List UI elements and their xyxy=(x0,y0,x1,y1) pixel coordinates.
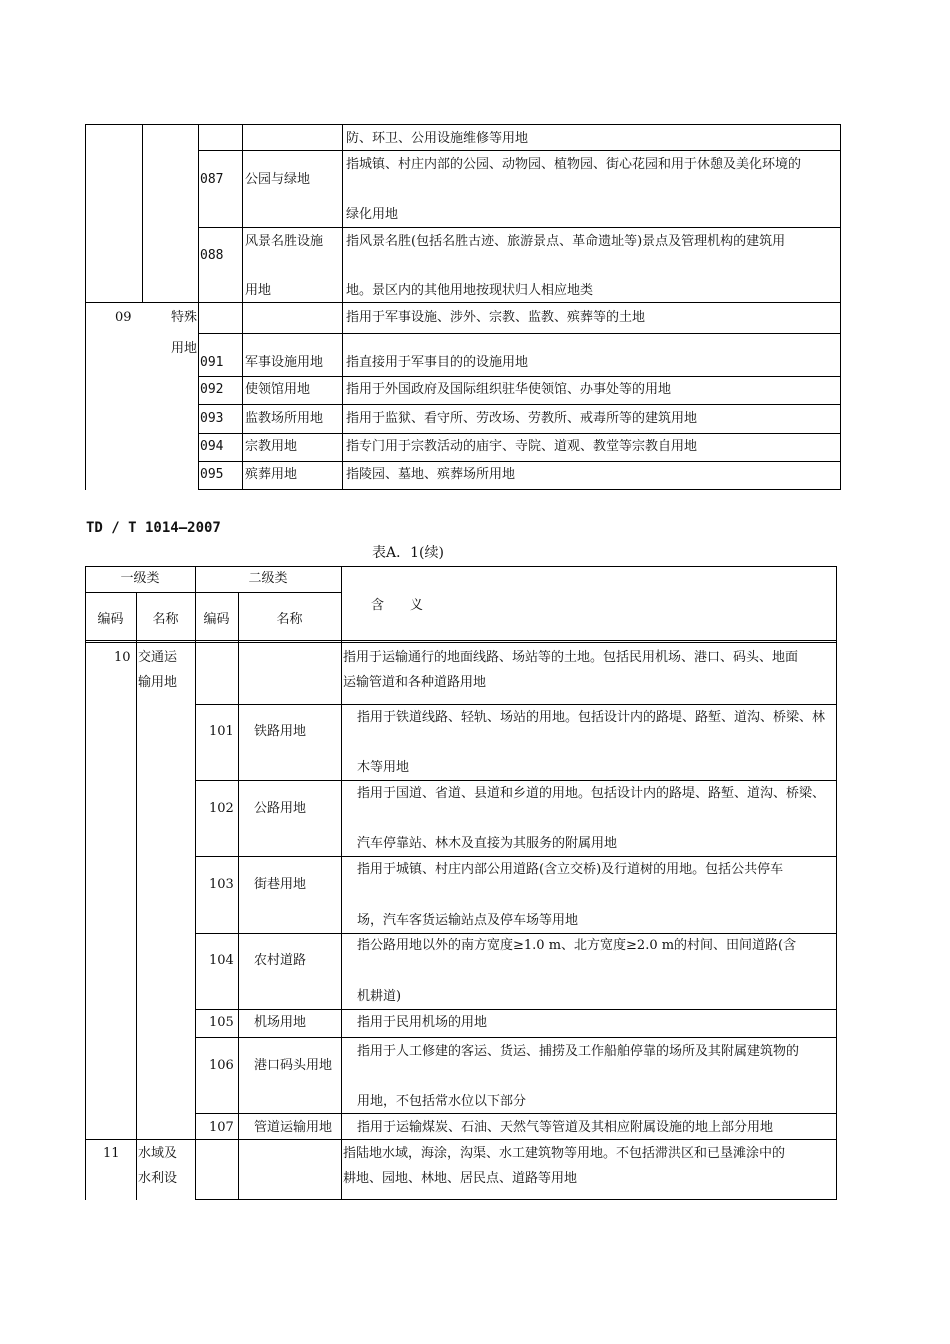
desc-text: 指用于铁道线路、轻轨、场站的用地。包括设计内的路堤、路堑、道沟、桥梁、林 xyxy=(357,710,826,725)
desc-text: 指用于运输煤炭、石油、天然气等管道及其相应附属设施的地上部分用地 xyxy=(357,1120,774,1135)
rule xyxy=(195,1113,837,1114)
header-meaning: 含 义 xyxy=(371,598,424,613)
header-code: 编码 xyxy=(203,612,230,627)
code-cell: 087 xyxy=(200,172,224,187)
code-cell: 107 xyxy=(209,1120,234,1135)
category-name: 特殊 xyxy=(171,310,198,325)
rule xyxy=(198,433,841,434)
name-cell: 公园与绿地 xyxy=(245,172,311,187)
code-cell: 106 xyxy=(209,1058,234,1073)
category-code: 11 xyxy=(103,1146,120,1161)
name-cell: 殡葬用地 xyxy=(245,467,298,482)
rule xyxy=(341,566,342,1200)
rule xyxy=(85,592,341,593)
code-cell: 093 xyxy=(200,411,224,426)
rule xyxy=(198,489,841,490)
code-cell: 101 xyxy=(209,724,234,739)
rule xyxy=(195,933,837,934)
category-name: 交通运 xyxy=(138,650,178,665)
rule xyxy=(195,780,837,781)
desc-text: 指公路用地以外的南方宽度≥1.0 m、北方宽度≥2.0 m的村间、田间道路(含 xyxy=(357,938,797,953)
header-level2: 二级类 xyxy=(248,571,288,586)
desc-text: 指陵园、墓地、殡葬场所用地 xyxy=(346,467,516,482)
desc-text: 绿化用地 xyxy=(346,207,399,222)
desc-text: 指用于军事设施、涉外、宗教、监教、殡葬等的土地 xyxy=(346,310,646,325)
name-cell: 军事设施用地 xyxy=(245,355,324,370)
desc-text: 耕地、园地、林地、居民点、道路等用地 xyxy=(343,1171,578,1186)
header-level1: 一级类 xyxy=(120,571,160,586)
rule xyxy=(198,150,841,151)
desc-text: 指专门用于宗教活动的庙宇、寺院、道观、教堂等宗教自用地 xyxy=(346,439,698,454)
category-name: 水域及 xyxy=(138,1146,178,1161)
rule xyxy=(195,1037,837,1038)
rule xyxy=(242,124,243,490)
name-cell: 管道运输用地 xyxy=(254,1120,333,1135)
desc-text: 指用于人工修建的客运、货运、捕捞及工作船舶停靠的场所及其附属建筑物的 xyxy=(357,1044,800,1059)
desc-text: 指用于国道、省道、县道和乡道的用地。包括设计内的路堤、路堑、道沟、桥梁、 xyxy=(357,786,826,801)
desc-text: 指风景名胜(包括名胜古迹、旅游景点、革命遗址等)景点及管理机构的建筑用 xyxy=(346,234,786,249)
desc-text: 指用于民用机场的用地 xyxy=(357,1015,488,1030)
desc-text: 场，汽车客货运输站点及停车场等用地 xyxy=(357,913,579,928)
table-caption: 表A．1(续) xyxy=(372,545,444,561)
rule xyxy=(198,376,841,377)
name-cell: 机场用地 xyxy=(254,1015,307,1030)
category-code: 09 xyxy=(115,310,132,325)
rule xyxy=(195,1009,837,1010)
desc-text: 指城镇、村庄内部的公园、动物园、植物园、街心花园和用于休憩及美化环境的 xyxy=(346,157,802,172)
code-cell: 103 xyxy=(209,877,234,892)
desc-text: 地。景区内的其他用地按现状归人相应地类 xyxy=(346,283,594,298)
category-name: 水利设 xyxy=(138,1171,178,1186)
rule xyxy=(198,333,841,334)
rule xyxy=(238,592,239,1200)
name-cell: 使领馆用地 xyxy=(245,382,311,397)
name-cell: 港口码头用地 xyxy=(254,1058,333,1073)
name-cell: 用地 xyxy=(245,283,272,298)
rule xyxy=(142,124,143,302)
code-cell: 105 xyxy=(209,1015,234,1030)
code-cell: 104 xyxy=(209,953,234,968)
name-cell: 街巷用地 xyxy=(254,877,307,892)
desc-text: 运输管道和各种道路用地 xyxy=(343,675,487,690)
category-name: 输用地 xyxy=(138,675,178,690)
rule xyxy=(195,856,837,857)
rule xyxy=(198,124,199,490)
rule xyxy=(836,566,837,1200)
desc-text: 指用于外国政府及国际组织驻华使领馆、办事处等的用地 xyxy=(346,382,672,397)
name-cell: 农村道路 xyxy=(254,953,307,968)
code-cell: 095 xyxy=(200,467,224,482)
code-cell: 094 xyxy=(200,439,224,454)
desc-text: 机耕道) xyxy=(357,989,402,1004)
rule xyxy=(195,1199,837,1200)
rule xyxy=(198,461,841,462)
name-cell: 监教场所用地 xyxy=(245,411,324,426)
code-cell: 091 xyxy=(200,355,224,370)
document-code: TD / T 1014—2007 xyxy=(86,520,221,536)
rule xyxy=(85,566,86,1200)
header-code: 编码 xyxy=(97,612,124,627)
name-cell: 宗教用地 xyxy=(245,439,298,454)
rule xyxy=(85,640,837,641)
rule xyxy=(195,566,196,1200)
rule xyxy=(136,592,137,1200)
desc-text: 指直接用于军事目的的设施用地 xyxy=(346,355,529,370)
desc-text: 指用于监狱、看守所、劳改场、劳教所、戒毒所等的建筑用地 xyxy=(346,411,698,426)
desc-text: 木等用地 xyxy=(357,760,410,775)
rule xyxy=(342,124,343,490)
rule xyxy=(195,704,837,705)
rule xyxy=(198,404,841,405)
category-name: 用地 xyxy=(171,341,198,356)
desc-text: 用地，不包括常水位以下部分 xyxy=(357,1094,527,1109)
rule xyxy=(840,124,841,490)
rule xyxy=(198,227,841,228)
code-cell: 088 xyxy=(200,248,224,263)
desc-text: 指用于运输通行的地面线路、场站等的土地。包括民用机场、港口、码头、地面 xyxy=(343,650,799,665)
desc-text: 汽车停靠站、林木及直接为其服务的附属用地 xyxy=(357,836,618,851)
desc-text: 防、环卫、公用设施维修等用地 xyxy=(346,131,529,146)
rule xyxy=(85,566,837,567)
desc-text: 指陆地水域，海涂，沟渠、水工建筑物等用地。不包括滞洪区和已垦滩涂中的 xyxy=(343,1146,786,1161)
header-name: 名称 xyxy=(276,612,303,627)
category-code: 10 xyxy=(114,650,131,665)
name-cell: 风景名胜设施 xyxy=(245,234,324,249)
desc-text: 指用于城镇、村庄内部公用道路(含立交桥)及行道树的用地。包括公共停车 xyxy=(357,862,784,877)
rule xyxy=(85,124,86,490)
code-cell: 102 xyxy=(209,801,234,816)
header-name: 名称 xyxy=(152,612,179,627)
name-cell: 公路用地 xyxy=(254,801,307,816)
rule xyxy=(85,642,837,643)
rule xyxy=(85,1139,837,1140)
name-cell: 铁路用地 xyxy=(254,724,307,739)
code-cell: 092 xyxy=(200,382,224,397)
